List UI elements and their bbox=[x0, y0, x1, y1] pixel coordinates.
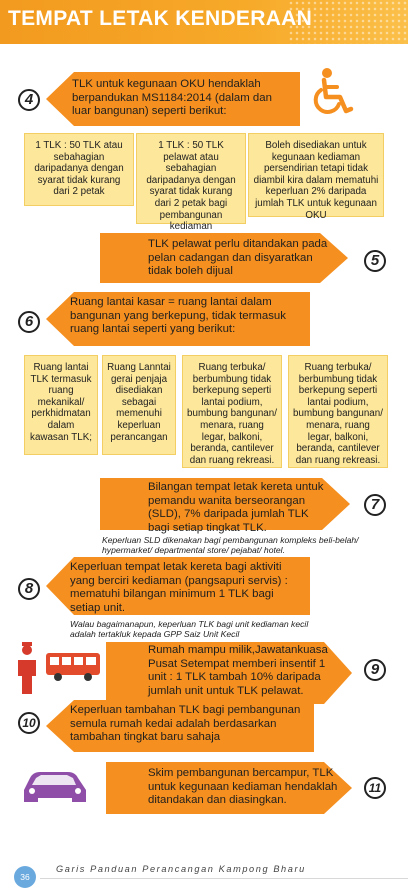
section-8-note: Walau bagaimanapun, keperluan TLK bagi unit kediaman kecil adalah tertakluk kepada GPP Saiz Unit Kecil bbox=[70, 619, 309, 640]
section-10-text: Keperluan tambahan TLK bagi pembangunan semula rumah kedai adalah berdasarkan tambahan tingkat baru sahaja bbox=[70, 704, 301, 744]
section-number-9: 9 bbox=[364, 659, 386, 681]
s6-box-4: Ruang terbuka/ berbumbung tidak berkepung seperti lantai podium, bumbung bangunan/ menara, ruang legar, balkoni, beranda, cantilever dan ruang rekreasi. bbox=[288, 355, 388, 468]
section-number-5: 5 bbox=[364, 250, 386, 272]
s4-box-2: 1 TLK : 50 TLK pelawat atau sebahagian daripadanya dengan syarat tidak kurang dari 2 petak bagi pembangunan kediaman bbox=[136, 133, 246, 224]
section-8-text: Keperluan tempat letak kereta bagi aktiviti yang berciri kediaman (pangsapuri servis) : mematuhi bilangan minimum 1 TLK bagi setiap unit. bbox=[70, 561, 288, 614]
section-number-6: 6 bbox=[18, 311, 40, 333]
section-number-7: 7 bbox=[364, 494, 386, 516]
car-icon bbox=[18, 766, 92, 806]
s6-box-3: Ruang terbuka/ berbumbung tidak berkepung seperti lantai podium, bumbung bangunan/ menara, ruang legar, balkoni, beranda, cantilever dan ruang rekreasi. bbox=[182, 355, 282, 468]
footer-title: Garis Panduan Perancangan Kampong Bharu bbox=[56, 864, 306, 874]
section-number-8: 8 bbox=[18, 578, 40, 600]
section-number-11: 11 bbox=[364, 777, 386, 799]
section-11-text: Skim pembangunan bercampur, TLK untuk kegunaan kediaman hendaklah ditandakan dan diasingkan. bbox=[148, 767, 338, 807]
section-5-text: TLK pelawat perlu ditandakan pada pelan cadangan dan disyaratkan tidak boleh dijual bbox=[148, 238, 328, 278]
s4-box-3: Boleh disediakan untuk kegunaan kediaman persendirian tetapi tidak diambil kira dalam mematuhi keperluan 2% daripada jumlah TLK untuk kegunaan OKU bbox=[248, 133, 384, 217]
s6-box-1: Ruang lantai TLK termasuk ruang mekanikal/ perkhidmatan dalam kawasan TLK; bbox=[24, 355, 98, 455]
section-6-text: Ruang lantai kasar = ruang lantai dalam bangunan yang berkepung, tidak termasuk ruang lantai seperti yang berikut: bbox=[70, 296, 286, 336]
s4-box-1: 1 TLK : 50 TLK atau sebahagian daripadanya dengan syarat tidak kurang dari 2 petak bbox=[24, 133, 134, 206]
section-4-text: TLK untuk kegunaan OKU hendaklah berpandukan MS1184:2014 (dalam dan luar bangunan) seperti berikut: bbox=[72, 78, 272, 118]
section-7-note: Keperluan SLD dikenakan bagi pembangunan kompleks beli-belah/ hypermarket/ departmental store/ pejabat/ hotel. bbox=[102, 535, 359, 556]
page-title: TEMPAT LETAK KENDERAAN bbox=[8, 7, 313, 30]
section-7-text: Bilangan tempat letak kereta untuk pemandu wanita berseorangan (SLD), 7% daripada jumlah TLK bagi setiap tingkat TLK. bbox=[148, 481, 324, 534]
section-number-10: 10 bbox=[18, 712, 40, 734]
page-header bbox=[0, 0, 408, 44]
footer bbox=[0, 856, 408, 892]
bus-icon bbox=[44, 650, 104, 684]
section-number-4: 4 bbox=[18, 89, 40, 111]
s6-box-2: Ruang Lanntai gerai penjaja disediakan sebagai memenuhi keperluan perancangan bbox=[102, 355, 176, 455]
section-9-text: Rumah mampu milik,Jawatankuasa Pusat Setempat memberi insentif 1 unit : 1 TLK tambah 10% daripada jumlah unit untuk TLK pelawat. bbox=[148, 644, 328, 697]
wheelchair-icon bbox=[306, 64, 362, 120]
footer-divider bbox=[40, 878, 408, 879]
page-number-badge: 36 bbox=[14, 866, 36, 888]
officer-icon bbox=[14, 640, 40, 696]
